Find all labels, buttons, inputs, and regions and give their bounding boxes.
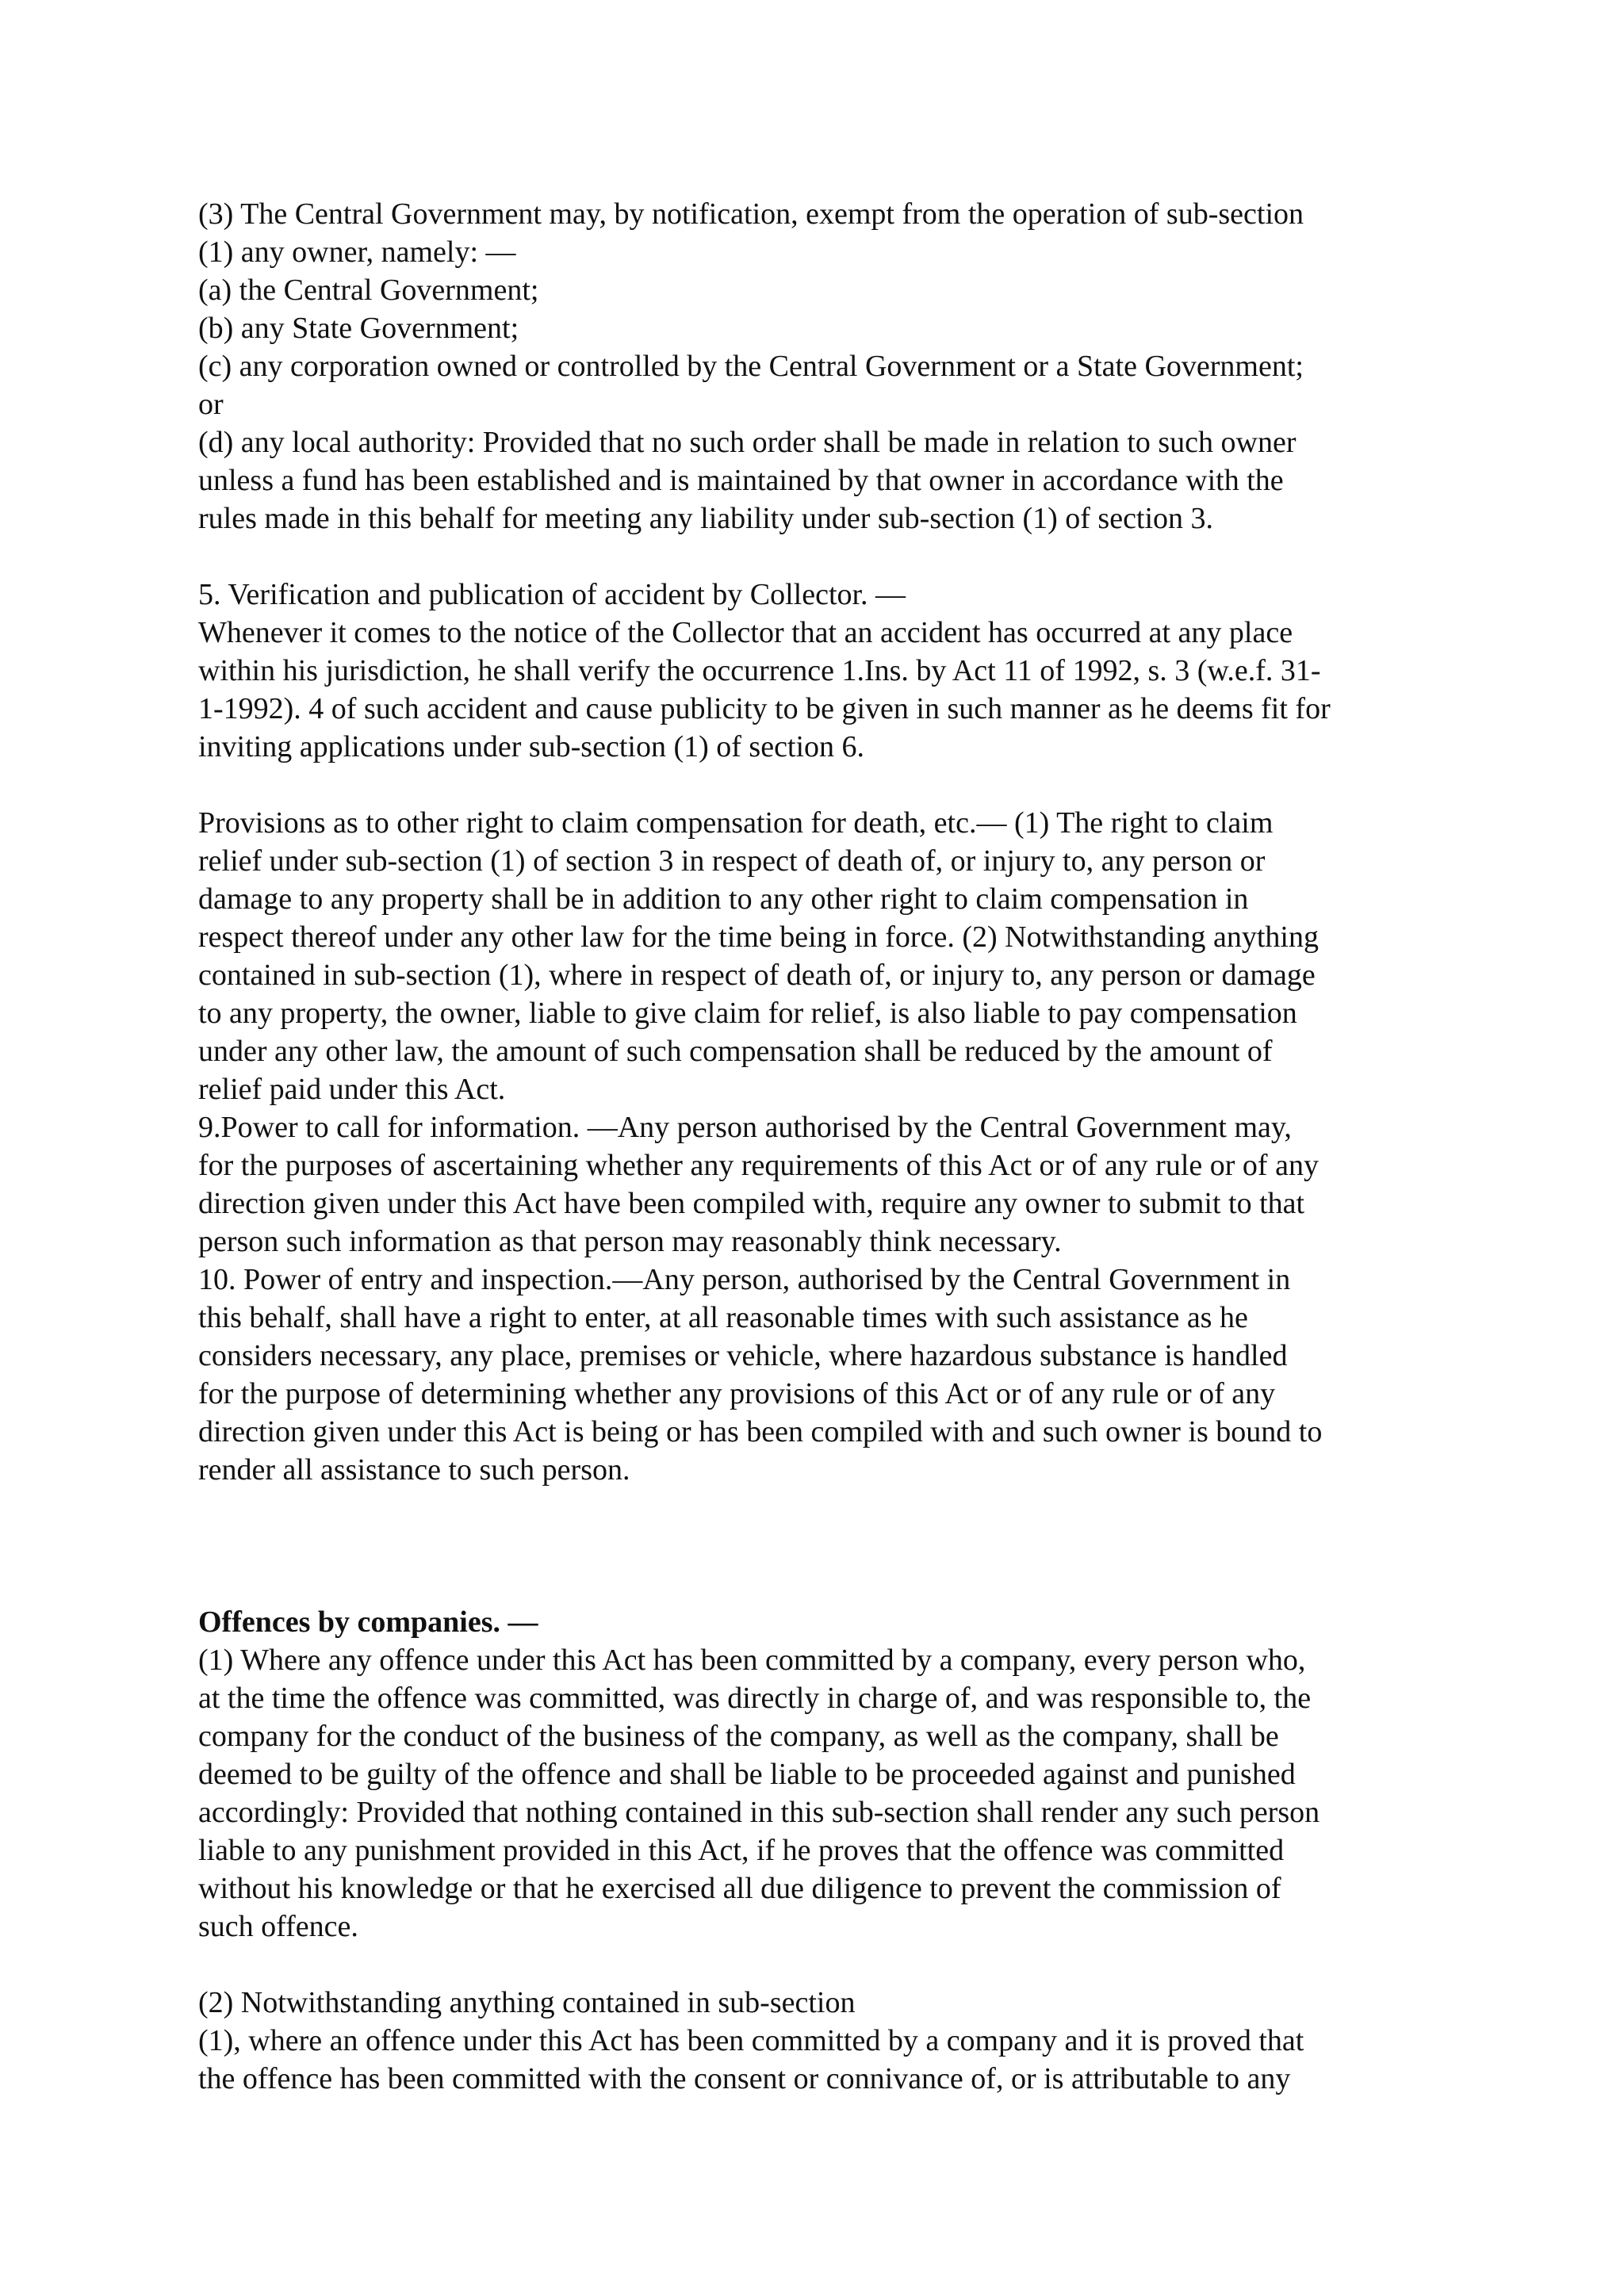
spacer xyxy=(198,766,1467,804)
paragraph-verification xyxy=(198,576,1467,766)
document-page xyxy=(198,195,1467,2098)
text-line: respect thereof under any other law for the time being in force. (2) Notwithstanding anything xyxy=(198,920,1319,954)
text-line: (a) the Central Government; xyxy=(198,274,539,307)
text-line: considers necessary, any place, premises or vehicle, where hazardous substance is handled xyxy=(198,1339,1288,1372)
paragraph-exemption xyxy=(198,195,1467,538)
spacer xyxy=(198,1489,1467,1603)
spacer xyxy=(198,1946,1467,1984)
text-line: direction given under this Act have been compiled with, require any owner to submit to that xyxy=(198,1187,1305,1220)
text-line: 9.Power to call for information. —Any person authorised by the Central Government may, xyxy=(198,1111,1292,1144)
text-line: (2) Notwithstanding anything contained in sub-section xyxy=(198,1986,856,2019)
text-line: under any other law, the amount of such compensation shall be reduced by the amount of xyxy=(198,1035,1273,1068)
section-heading: 5. Verification and publication of accident by Collector. — xyxy=(198,578,906,611)
text-line: liable to any punishment provided in this Act, if he proves that the offence was committed xyxy=(198,1834,1285,1867)
text-line: the offence has been committed with the consent or connivance of, or is attributable to any xyxy=(198,2062,1291,2095)
text-line: inviting applications under sub-section (1) of section 6. xyxy=(198,730,865,763)
text-line: within his jurisdiction, he shall verify the occurrence 1.Ins. by Act 11 of 1992, s. 3 (w.e.f. 31- xyxy=(198,654,1321,687)
text-line: such offence. xyxy=(198,1910,358,1943)
text-line: for the purpose of determining whether any provisions of this Act or of any rule or of any xyxy=(198,1377,1276,1410)
text-line: (c) any corporation owned or controlled by the Central Government or a State Government; xyxy=(198,350,1304,383)
text-line: (3) The Central Government may, by notification, exempt from the operation of sub-section xyxy=(198,197,1304,231)
paragraph-provisions xyxy=(198,804,1467,1489)
text-line: unless a fund has been established and is maintained by that owner in accordance with the xyxy=(198,464,1284,497)
text-line: (d) any local authority: Provided that no such order shall be made in relation to such owner xyxy=(198,426,1297,459)
text-line: deemed to be guilty of the offence and shall be liable to be proceeded against and punished xyxy=(198,1758,1296,1791)
text-line: (1) Where any offence under this Act has been committed by a company, every person who, xyxy=(198,1644,1306,1677)
text-line: accordingly: Provided that nothing contained in this sub-section shall render any such person xyxy=(198,1796,1320,1829)
text-line: for the purposes of ascertaining whether any requirements of this Act or of any rule or of any xyxy=(198,1149,1319,1182)
text-line: relief under sub-section (1) of section 3 in respect of death of, or injury to, any person or xyxy=(198,844,1266,878)
text-line: company for the conduct of the business of the company, as well as the company, shall be xyxy=(198,1720,1279,1753)
paragraph-notwithstanding xyxy=(198,1984,1467,2098)
text-line: render all assistance to such person. xyxy=(198,1453,630,1487)
text-line: Whenever it comes to the notice of the Collector that an accident has occurred at any place xyxy=(198,616,1293,649)
text-line: damage to any property shall be in addition to any other right to claim compensation in xyxy=(198,882,1249,916)
text-line: to any property, the owner, liable to give claim for relief, is also liable to pay compensation xyxy=(198,997,1297,1030)
text-line: relief paid under this Act. xyxy=(198,1073,506,1106)
text-line: at the time the offence was committed, was directly in charge of, and was responsible to, the xyxy=(198,1682,1312,1715)
text-line: Provisions as to other right to claim compensation for death, etc.— (1) The right to claim xyxy=(198,806,1274,840)
text-line: person such information as that person may reasonably think necessary. xyxy=(198,1225,1062,1258)
offences-heading: Offences by companies. — xyxy=(198,1605,538,1639)
text-line: 1-1992). 4 of such accident and cause publicity to be given in such manner as he deems fit for xyxy=(198,692,1331,725)
text-line: (b) any State Government; xyxy=(198,312,519,345)
text-line: or xyxy=(198,388,224,421)
text-line: rules made in this behalf for meeting any liability under sub-section (1) of section 3. xyxy=(198,502,1214,535)
text-line: 10. Power of entry and inspection.—Any person, authorised by the Central Government in xyxy=(198,1263,1291,1296)
text-line: (1), where an offence under this Act has been committed by a company and it is proved that xyxy=(198,2024,1304,2057)
text-line: this behalf, shall have a right to enter, at all reasonable times with such assistance as he xyxy=(198,1301,1248,1334)
section-offences xyxy=(198,1603,1467,1946)
text-line: direction given under this Act is being or has been compiled with and such owner is bound to xyxy=(198,1415,1323,1448)
text-line: contained in sub-section (1), where in respect of death of, or injury to, any person or damage xyxy=(198,959,1316,992)
text-line: without his knowledge or that he exercised all due diligence to prevent the commission of xyxy=(198,1872,1281,1905)
spacer xyxy=(198,538,1467,576)
text-line: (1) any owner, namely: — xyxy=(198,235,516,269)
